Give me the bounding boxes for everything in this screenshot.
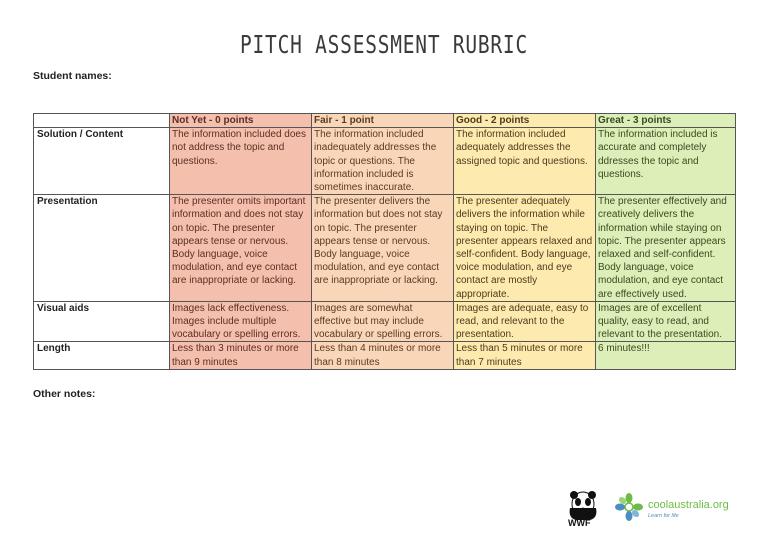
table-cell: The presenter adequately delivers the information while staying on topic. The presenter appears relaxed and self-confident. Body language, voice modulation, and eye contact are mostly appropriate.: [454, 195, 596, 302]
cool-australia-tagline: Learn for life: [648, 513, 679, 519]
table-row: [34, 128, 736, 195]
header-good: Good - 2 points: [454, 114, 596, 128]
table-cell: Images are adequate, easy to read, and relevant to the presentation.: [454, 301, 596, 342]
table-cell: The information included is accurate and completely ddresses the topic and questions.: [596, 128, 736, 195]
table-cell: Images are of excellent quality, easy to read, and relevant to the presentation.: [596, 301, 736, 342]
cool-australia-logo: [614, 492, 744, 526]
wwf-text: WWF: [568, 518, 591, 528]
table-cell: The information included adequately addresses the assigned topic and questions.: [454, 128, 596, 195]
criterion-label: Visual aids: [34, 301, 170, 342]
table-cell: The presenter omits important information and does not stay on topic. The presenter appears tense or nervous. Body language, voice modulation, and eye contact are inappropriate or lacking.: [170, 195, 312, 302]
table-row: [34, 342, 736, 369]
page-title: PITCH ASSESSMENT RUBRIC: [240, 30, 528, 59]
cool-australia-name: coolaustralia.org: [648, 499, 729, 511]
flower-icon: [614, 492, 644, 522]
rubric-table: [33, 113, 736, 370]
criterion-label: Solution / Content: [34, 128, 170, 195]
criterion-label: Length: [34, 342, 170, 369]
table-cell: The presenter delivers the information but does not stay on topic. The presenter appears tense or nervous. Body language, voice modulation, and eye contact are inappropriate or lacking.: [312, 195, 454, 302]
header-row: [34, 114, 736, 128]
table-row: [34, 195, 736, 302]
header-great: Great - 3 points: [596, 114, 736, 128]
table-cell: The information included does not address the topic and questions.: [170, 128, 312, 195]
criterion-label: Presentation: [34, 195, 170, 302]
header-not-yet: Not Yet - 0 points: [170, 114, 312, 128]
wwf-logo: [566, 490, 600, 530]
table-cell: Images are somewhat effective but may include vocabulary or spelling errors.: [312, 301, 454, 342]
table-cell: The information included inadequately addresses the topic or questions. The information included is sometimes inaccurate.: [312, 128, 454, 195]
header-corner: [34, 114, 170, 128]
table-cell: Less than 3 minutes or more than 9 minutes: [170, 342, 312, 369]
student-names-label: Student names:: [33, 70, 112, 82]
header-fair: Fair - 1 point: [312, 114, 454, 128]
table-cell: Less than 4 minutes or more than 8 minutes: [312, 342, 454, 369]
table-cell: Less than 5 minutes or more than 7 minutes: [454, 342, 596, 369]
other-notes-label: Other notes:: [33, 388, 96, 400]
table-cell: Images lack effectiveness. Images include multiple vocabulary or spelling errors.: [170, 301, 312, 342]
table-row: [34, 301, 736, 342]
table-cell: 6 minutes!!!: [596, 342, 736, 369]
table-cell: The presenter effectively and creatively delivers the information while staying on topic. The presenter appears relaxed and self-confident. Body language, voice modulation, and eye contact are effectively used.: [596, 195, 736, 302]
